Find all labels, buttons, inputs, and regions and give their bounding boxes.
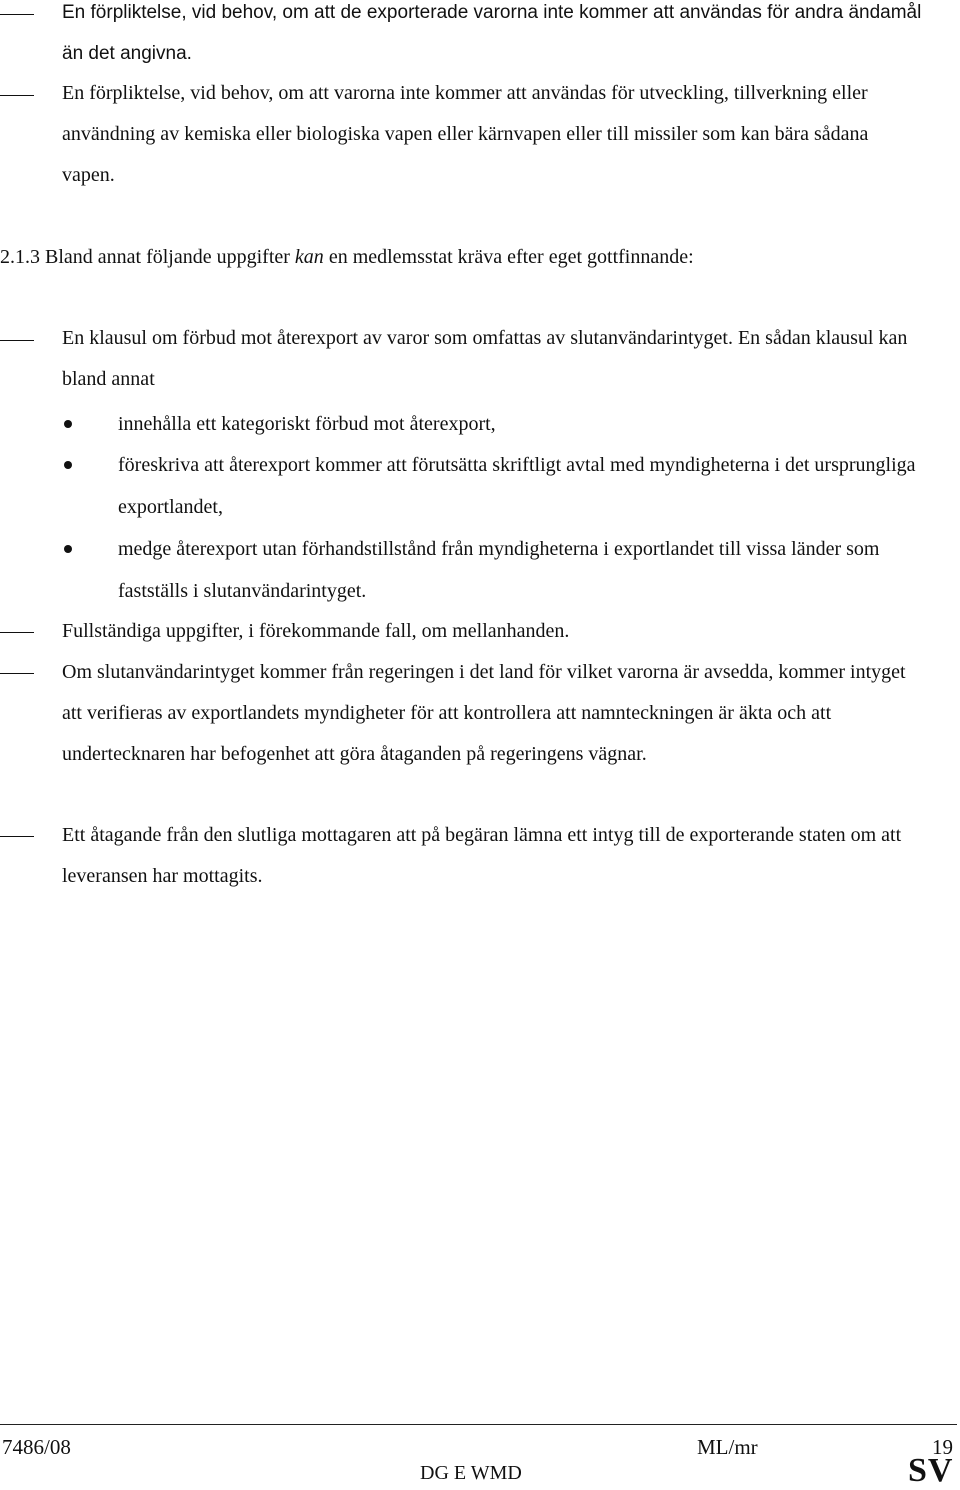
bullet-text: medge återexport utan förhandstillstånd från myndigheterna i exportlandet till vissa länder som fastställs i slutanvändarintyget.	[118, 538, 880, 602]
list-item-text: Fullständiga uppgifter, i förekommande fall, om mellanhanden.	[62, 620, 570, 642]
footer-page-number: 19	[932, 1435, 953, 1459]
bullet-marker	[64, 545, 72, 553]
dash-marker	[0, 340, 34, 341]
bullet-text: föreskriva att återexport kommer att förutsätta skriftligt avtal med myndigheterna i det ursprungliga exportlandet,	[118, 454, 916, 518]
section-text-before: Bland annat följande uppgifter	[45, 246, 290, 268]
dash-marker	[0, 95, 34, 96]
list-item-text: Ett åtagande från den slutliga mottagaren att på begäran lämna ett intyg till de exporterande staten om att leveransen har mottagits.	[62, 824, 902, 887]
section-number: 2.1.3	[0, 246, 40, 268]
list-item-text: Om slutanvändarintyget kommer från regeringen i det land för vilket varorna är avsedda, kommer intyget att verifieras av exportlandets myndigheter för att kontrollera att namnteckningen är äkta och att undertecknaren har befogenhet att göra åtaganden på regeringens vägnar.	[62, 661, 906, 765]
dash-marker	[0, 836, 34, 837]
footer-doc-number: 7486/08	[2, 1435, 71, 1459]
footer-language: SV	[908, 1452, 954, 1489]
footer-initials: ML/mr	[697, 1435, 758, 1459]
section-text-italic: kan	[294, 246, 324, 268]
section-paragraph	[0, 237, 940, 278]
list-item-text: En förpliktelse, vid behov, om att de exporterade varorna inte kommer att användas för andra ändamål än det angivna.	[62, 2, 922, 64]
footer-rule	[0, 1424, 957, 1425]
dash-marker	[0, 632, 34, 633]
list-item-text: En förpliktelse, vid behov, om att varorna inte kommer att användas för utveckling, tillverkning eller användning av kemiska eller biologiska vapen eller kärnvapen eller till missiler som kan bära sådana vapen.	[62, 82, 869, 186]
section-text-after: en medlemsstat kräva efter eget gottfinnande:	[328, 246, 694, 268]
list-item-text: En klausul om förbud mot återexport av varor som omfattas av slutanvändarintyget. En sådan klausul kan bland annat	[62, 327, 908, 390]
dash-marker	[0, 14, 34, 15]
dash-marker	[0, 673, 34, 674]
bullet-text: innehålla ett kategoriskt förbud mot återexport,	[118, 413, 496, 435]
bullet-marker	[64, 420, 72, 428]
bullet-marker	[64, 461, 72, 469]
footer-department: DG E WMD	[420, 1462, 522, 1484]
